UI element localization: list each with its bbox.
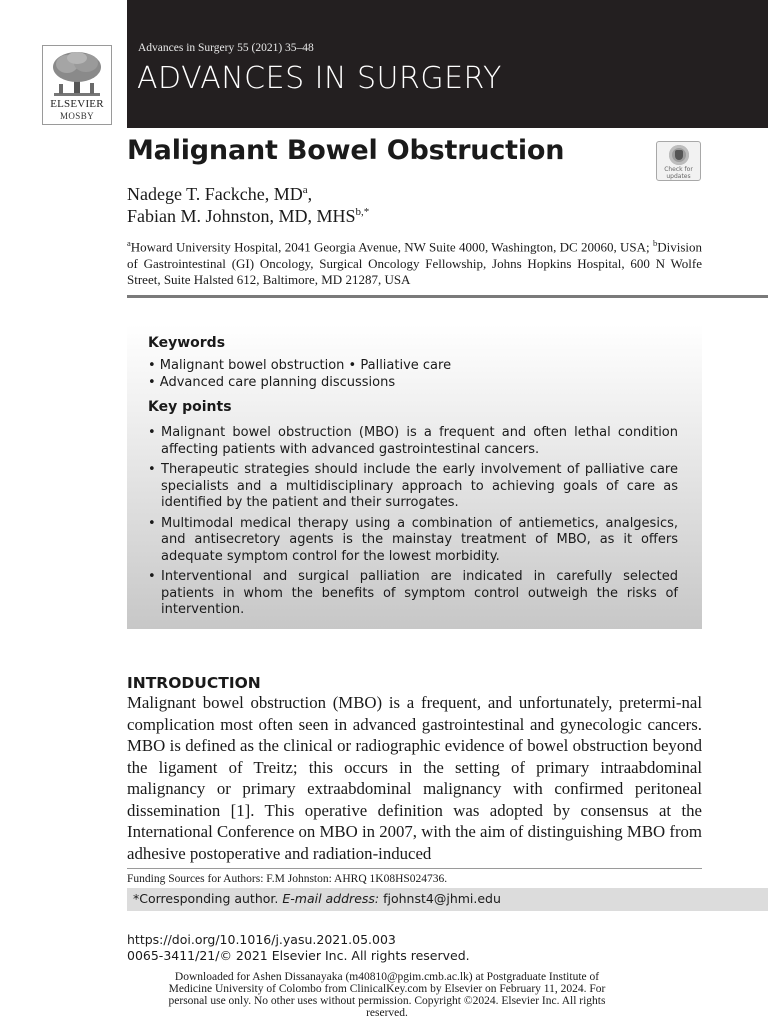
elsevier-logo: [42, 45, 112, 125]
email-link[interactable]: fjohnst4@jhmi.edu: [383, 891, 501, 906]
key-point: • Multimodal medical therapy using a combination of antiemetics, analgesics, and antisecretory agents is the mainstay treatment of MBO, as it offers adequate symptom control for the lowest morbidity.: [148, 516, 678, 566]
author-affiliations: $^a$Howard University Hospital, 2041 Georgia Avenue, NW Suite 4000, Washington, DC 20060, USA; $^b$Division of Gastrointestinal (GI) Oncology, Surgical Oncology Fellowship, Johns Hopkins Hospital, 600 N Wolfe Street, Suite Halsted 612, Baltimore, MD 21287, USA: [127, 238, 702, 288]
publisher-imprint: MOSBY: [59, 111, 94, 121]
author-2: Fabian M. Johnston, MD, $MHS^{b,*}$: [127, 206, 370, 226]
journal-citation: Advances in Surgery 55 (2021) 35–48: [138, 42, 314, 54]
check-updates-line-2: updates: [666, 173, 691, 180]
footnote-divider: [127, 868, 702, 869]
corresponding-author-note: *Corresponding author. E-mail address: fjohnst4@jhmi.edu: [133, 891, 501, 906]
keywords-heading: Keywords: [148, 335, 226, 351]
key-point: • Interventional and surgical palliation are indicated in carefully selected patients in whom the benefits of symptom control outweigh the risks of intervention.: [148, 569, 678, 619]
check-updates-icon: [669, 145, 689, 165]
keywords-panel: [127, 325, 702, 629]
key-points-list: [148, 425, 678, 619]
doi-link[interactable]: https://doi.org/10.1016/j.yasu.2021.05.003: [127, 932, 396, 947]
copyright-line: 0065-3411/21/© 2021 Elsevier Inc. All rights reserved.: [127, 948, 470, 963]
keywords-line: • Malignant bowel obstruction • Palliative care: [148, 358, 452, 373]
elsevier-tree-icon: [50, 50, 104, 98]
corresponding-author-band: [127, 888, 768, 911]
introduction-paragraph: Malignant bowel obstruction (MBO) is a frequent, and unfortunately, pretermi-nal complication most often seen in advanced gastrointestinal and gynecologic cancers. MBO is defined as the clinical or radiographic evidence of bowel obstruction beyond the ligament of Treitz; this occurs in the setting of primary intraabdominal malignancy or primary extraabdominal malignancy with confirmed peritoneal dissemination [1]. This operative definition was adopted by consensus at the International Conference on MBO in 2007, with the aim of distinguishing MBO from adhesive postoperative and radiation-induced: [127, 693, 702, 863]
check-updates-line-1: Check for: [664, 166, 693, 173]
journal-name: ADVANCES IN SURGERY: [137, 61, 502, 96]
author-1: Nadege T. Fackche, $MD^a$,: [127, 184, 313, 204]
check-for-updates-button[interactable]: [656, 141, 701, 181]
header-divider: [127, 295, 768, 298]
publisher-name: ELSEVIER: [50, 98, 104, 110]
introduction-heading: INTRODUCTION: [127, 674, 261, 692]
key-points-heading: Key points: [148, 399, 232, 415]
keywords-line: • Advanced care planning discussions: [148, 375, 396, 390]
key-point: • Therapeutic strategies should include the early involvement of palliative care specialists and a multidisciplinary approach to achieving goals of care as identified by the patient and their surrogates.: [148, 462, 678, 512]
key-point: • Malignant bowel obstruction (MBO) is a frequent and often lethal condition affecting patients with advanced gastrointestinal cancers.: [148, 425, 678, 458]
article-title: Malignant Bowel Obstruction: [127, 135, 565, 166]
download-notice: Downloaded for Ashen Dissanayaka (m40810@pgim.cmb.ac.lk) at Postgraduate Institute of Medicine University of Colombo from ClinicalKey.com by Elsevier on February 11, 2024. For personal use only. No other uses without permission. Copyright ©2024. Elsevier Inc. All rights reserved.: [168, 971, 606, 1019]
funding-note: Funding Sources for Authors: F.M Johnston: AHRQ 1K08HS024736.: [127, 873, 448, 885]
